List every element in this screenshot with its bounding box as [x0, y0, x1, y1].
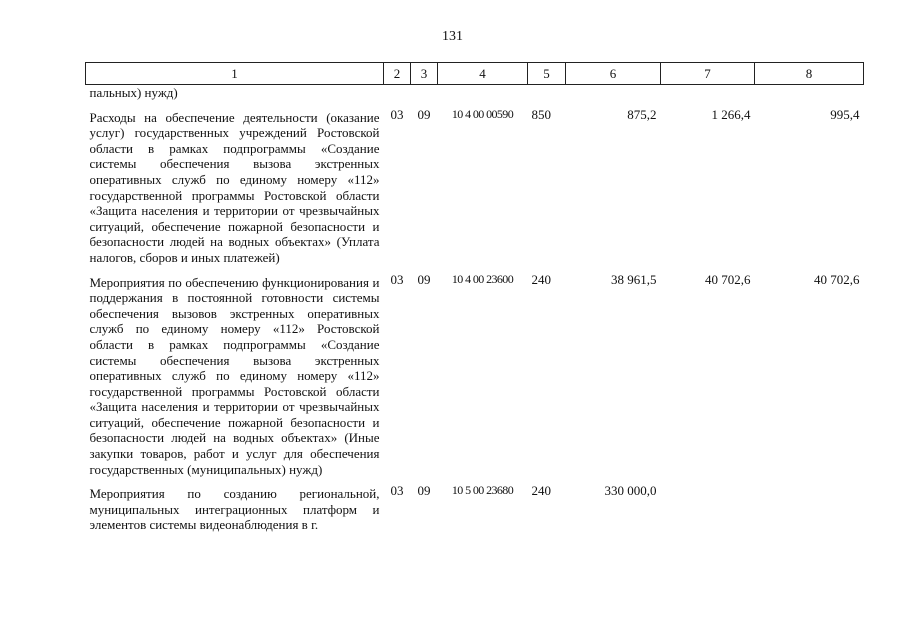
- header-cell: 3: [411, 63, 438, 85]
- row-description: Расходы на обеспечение деятельности (оказание услуг) государственных учреждений Ростовской области в рамках подпрограммы «Создание системы обеспечения вызова экстренных оперативных служб по единому номеру «112» государственной программы Ростовской области «Защита населения и территории от чрезвычайных ситуаций, обеспечение пожарной безопасности и безопасности людей на водных объектах» (Уплата налогов, сборов и иных платежей): [89, 109, 380, 265]
- row-description: Мероприятия по обеспечению функционирования и поддержания в постоянной готовности системы обеспечения вызовов экстренных оперативных служб по единому номеру «112» Ростовской области в рамках подпрограммы «Создание системы обеспечения вызова экстренных оперативных служб по единому номеру «112» государственной программы Ростовской области «Защита населения и территории от чрезвычайных ситуаций, обеспечение пожарной безопасности и безопасности людей на водных объектах» (Иные закупки товаров, работ и услуг для обеспечения государственных (муниципальных) нужд): [89, 274, 380, 477]
- continuation-text: пальных) нужд): [89, 85, 178, 100]
- row-target-code: 10 4 00 23600: [451, 271, 514, 286]
- row-section: 03: [390, 106, 404, 122]
- budget-table: [85, 62, 864, 539]
- row-expense-type: 850: [531, 106, 551, 122]
- row-amount-3: 40 702,6: [814, 271, 860, 287]
- table-row: [86, 483, 864, 539]
- row-amount-1: 38 961,5: [611, 271, 657, 287]
- page-number: 131: [442, 29, 463, 44]
- header-cell: 4: [438, 63, 528, 85]
- row-amount-1: 875,2: [627, 106, 657, 122]
- row-subsection: 09: [417, 106, 431, 122]
- row-expense-type: 240: [531, 483, 551, 499]
- header-row: [86, 63, 864, 85]
- row-amount-2: 1 266,4: [711, 106, 751, 122]
- header-cell: 2: [384, 63, 411, 85]
- header-cell: 6: [566, 63, 661, 85]
- header-cell: 8: [755, 63, 864, 85]
- table-row: [86, 107, 864, 272]
- row-amount-3: [755, 483, 864, 539]
- row-section: 03: [390, 271, 404, 287]
- row-target-code: 10 4 00 00590: [451, 106, 514, 121]
- header-cell: 5: [528, 63, 566, 85]
- row-target-code: 10 5 00 23680: [451, 483, 514, 498]
- row-amount-2: 40 702,6: [705, 271, 751, 287]
- row-subsection: 09: [417, 271, 431, 287]
- row-amount-3: 995,4: [830, 106, 860, 122]
- header-cell: 7: [661, 63, 755, 85]
- header-cell: 1: [86, 63, 384, 85]
- row-subsection: 09: [417, 483, 431, 499]
- row-description: Мероприятия по созданию региональной, муниципальных интеграционных платформ и элементов системы видеонаблюдения в г.: [89, 486, 380, 533]
- row-amount-2: [661, 483, 755, 539]
- row-expense-type: 240: [531, 271, 551, 287]
- row-amount-1: 330 000,0: [604, 483, 657, 499]
- table-row: [86, 272, 864, 484]
- row-section: 03: [390, 483, 404, 499]
- continuation-row: [86, 85, 864, 107]
